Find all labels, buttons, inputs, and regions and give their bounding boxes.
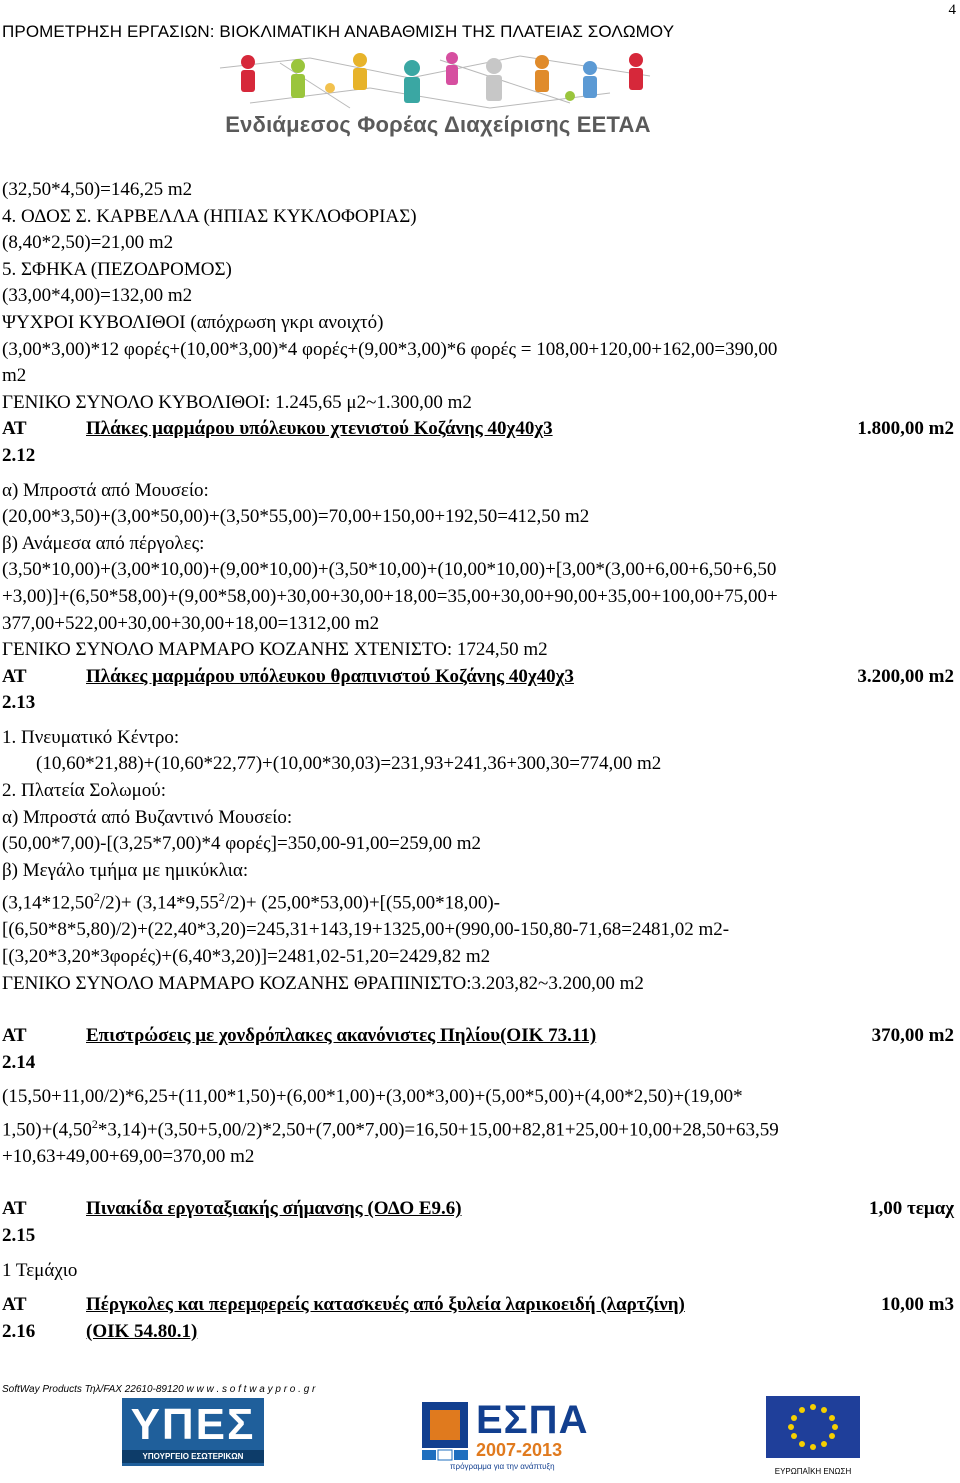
text-line: +10,63+49,00+69,00=370,00 m2 [2, 1145, 255, 1167]
text-line: m2 [2, 365, 27, 387]
article-code: ΑΤ [2, 1025, 27, 1047]
text-line: (10,60*21,88)+(10,60*22,77)+(10,00*30,03)=231,93+241,36+300,30=774,00 m2 [36, 753, 662, 775]
text-line: 1 Τεμάχιο [2, 1259, 78, 1281]
text-line: 2. Πλατεία Σολωμού: [2, 780, 166, 802]
article-title: Πλάκες μαρμάρου υπόλευκου χτενιστού Κοζάνης 40χ40χ3 [86, 418, 553, 440]
text-line: ΓΕΝΙΚΟ ΣΥΝΟΛΟ ΜΑΡΜΑΡΟ ΚΟΖΑΝΗΣ ΧΤΕΝΙΣΤΟ: 1724,50 m2 [2, 639, 548, 661]
text-line: ΓΕΝΙΚΟ ΣΥΝΟΛΟ ΚΥΒΟΛΙΘΟΙ: 1.245,65 μ2~1.300,00 m2 [2, 391, 472, 413]
header-banner [190, 48, 686, 148]
ypes-logo [122, 1398, 264, 1466]
text-line: β) Ανάμεσα από πέργολες: [2, 532, 205, 554]
text-line: 377,00+522,00+30,00+30,00+18,00=1312,00 m2 [2, 612, 380, 634]
article-code: ΑΤ [2, 665, 27, 687]
article-quantity: 370,00 m2 [871, 1025, 954, 1047]
eu-flag-icon [766, 1396, 860, 1458]
text-line: α) Μπροστά από Μουσείο: [2, 479, 209, 501]
article-title: Πινακίδα εργοταξιακής σήμανσης (ΟΔΟ Ε9.6) [86, 1198, 462, 1220]
text-line: ΨΥΧΡΟΙ ΚΥΒΟΛΙΘΟΙ (απόχρωση γκρι ανοιχτό) [2, 311, 384, 333]
eu-logo [766, 1396, 860, 1476]
footer-credit: SoftWay Products Τηλ/FAX 22610-89120 w w w . s o f t w a y p r o . g r [2, 1384, 316, 1395]
article-heading-2-15 [2, 1196, 954, 1249]
article-number: 2.12 [2, 444, 36, 466]
ypes-logo-caption: ΥΠΟΥΡΓΕΙΟ ΕΣΩΤΕΡΙΚΩΝ [122, 1450, 264, 1463]
article-quantity: 3.200,00 m2 [857, 665, 954, 687]
document-body [2, 177, 954, 1345]
article-number: 2.14 [2, 1051, 36, 1073]
article-number: 2.13 [2, 692, 36, 714]
text-line: +3,00)]+(6,50*58,00)+(9,00*58,00)+30,00+30,00+18,00=35,00+30,00+90,00+35,00+100,00+75,00+ [2, 585, 778, 607]
article-number: 2.15 [2, 1225, 36, 1247]
text-line: ΓΕΝΙΚΟ ΣΥΝΟΛΟ ΜΑΡΜΑΡΟ ΚΟΖΑΝΗΣ ΘΡΑΠΙΝΙΣΤΟ:3.203,82~3.200,00 m2 [2, 972, 644, 994]
text-line: (32,50*4,50)=146,25 m2 [2, 179, 193, 200]
article-title: Πλάκες μαρμάρου υπόλευκου θραπινιστού Κοζάνης 40χ40χ3 [86, 665, 574, 687]
text-line: 5. ΣΦΗΚΑ (ΠΕΖΟΔΡΟΜΟΣ) [2, 258, 232, 280]
article-number: 2.16 [2, 1320, 36, 1342]
article-code: ΑΤ [2, 1198, 27, 1220]
article-heading-2-13 [2, 664, 954, 717]
article-heading-2-12 [2, 416, 954, 469]
text-line: α) Μπροστά από Βυζαντινό Μουσείο: [2, 806, 293, 828]
text-line: (20,00*3,50)+(3,00*50,00)+(3,50*55,00)=70,00+150,00+192,50=412,50 m2 [2, 506, 590, 528]
espa-logo-caption: πρόγραμμα για την ανάπτυξη [450, 1462, 555, 1471]
article-heading-2-16 [2, 1292, 954, 1345]
article-heading-2-14 [2, 1023, 954, 1076]
document-header-title: ΠΡΟΜΕΤΡΗΣΗ ΕΡΓΑΣΙΩΝ: ΒΙΟΚΛΙΜΑΤΙΚΗ ΑΝΑΒΑΘΜΙΣΗ ΤΗΣ ΠΛΑΤΕΙΑΣ ΣΟΛΩΜΟΥ [2, 22, 675, 41]
text-line: [(3,20*3,20*3φορές)+(6,40*3,20)]=2481,02-51,20=2429,82 m2 [2, 945, 491, 967]
article-code: ΑΤ [2, 418, 27, 440]
text-line: (50,00*7,00)-[(3,25*7,00)*4 φορές]=350,00-91,00=259,00 m2 [2, 833, 482, 855]
espa-logo-text: ΕΣΠΑ [476, 1398, 589, 1442]
text-line: $(3,14*12,50^2/2)+ (3,14*9,55^2/2)+ (25,00*53,00)+[(55,00*18,00)-$ [2, 890, 500, 914]
text-line: [(6,50*8*5,80)/2)+(22,40*3,20)=245,31+143,19+1325,00+(990,00-150,80-71,68=2481,02 m2- [2, 919, 730, 941]
eu-logo-caption: ΕΥΡΩΠΑΪΚΗ ΕΝΩΣΗ [774, 1467, 852, 1476]
text-line: 1. Πνευματικό Κέντρο: [2, 726, 180, 748]
text-line: (33,00*4,00)=132,00 m2 [2, 285, 193, 307]
article-title-continued: (ΟΙΚ 54.80.1) [86, 1320, 198, 1342]
espa-logo-years: 2007-2013 [476, 1440, 563, 1460]
article-quantity: 1.800,00 m2 [857, 418, 954, 440]
text-line: (3,50*10,00)+(3,00*10,00)+(9,00*10,00)+(3,50*10,00)+(10,00*10,00)+[3,00*(3,00+6,00+6,50+6,50 [2, 559, 777, 581]
page-number: 4 [948, 2, 956, 18]
text-line: (3,00*3,00)*12 φορές+(10,00*3,00)*4 φορές+(9,00*3,00)*6 φορές = 108,00+120,00+162,00=390,00 [2, 338, 778, 360]
banner-title: Ενδιάμεσος Φορέας Διαχείρισης ΕΕΤΑΑ [225, 112, 651, 137]
article-code: ΑΤ [2, 1294, 27, 1316]
people-network-graphic [190, 48, 686, 122]
article-title: Πέργκολες και περεμφερείς κατασκευές από ξυλεία λαρικοειδή (λαρτζίνη) [86, 1294, 685, 1316]
article-quantity: 1,00 τεμαχ [868, 1198, 954, 1220]
ypes-logo-text: ΥΠΕΣ [130, 1400, 256, 1449]
text-line: 4. ΟΔΟΣ Σ. ΚΑΡΒΕΛΛΑ (ΗΠΙΑΣ ΚΥΚΛΟΦΟΡΙΑΣ) [2, 205, 417, 227]
text-line: (15,50+11,00/2)*6,25+(11,00*1,50)+(6,00*1,00)+(3,00*3,00)+(5,00*5,00)+(4,00*2,50)+(19,00* [2, 1086, 743, 1108]
espa-logo [420, 1398, 590, 1478]
text-line: $1,50)+(4,50^2*3,14)+(3,50+5,00/2)*2,50+(7,00*7,00)=16,50+15,00+82,81+25,00+10,00+28,50+63,59$ [2, 1116, 779, 1141]
text-line: β) Μεγάλο τμήμα με ημικύκλια: [2, 859, 249, 881]
article-quantity: 10,00 m3 [881, 1294, 954, 1316]
text-line: (8,40*2,50)=21,00 m2 [2, 232, 174, 254]
espa-emblem-icon [420, 1400, 470, 1462]
article-title: Επιστρώσεις με χονδρόπλακες ακανόνιστες Πηλίου(ΟΙΚ 73.11) [86, 1025, 597, 1047]
